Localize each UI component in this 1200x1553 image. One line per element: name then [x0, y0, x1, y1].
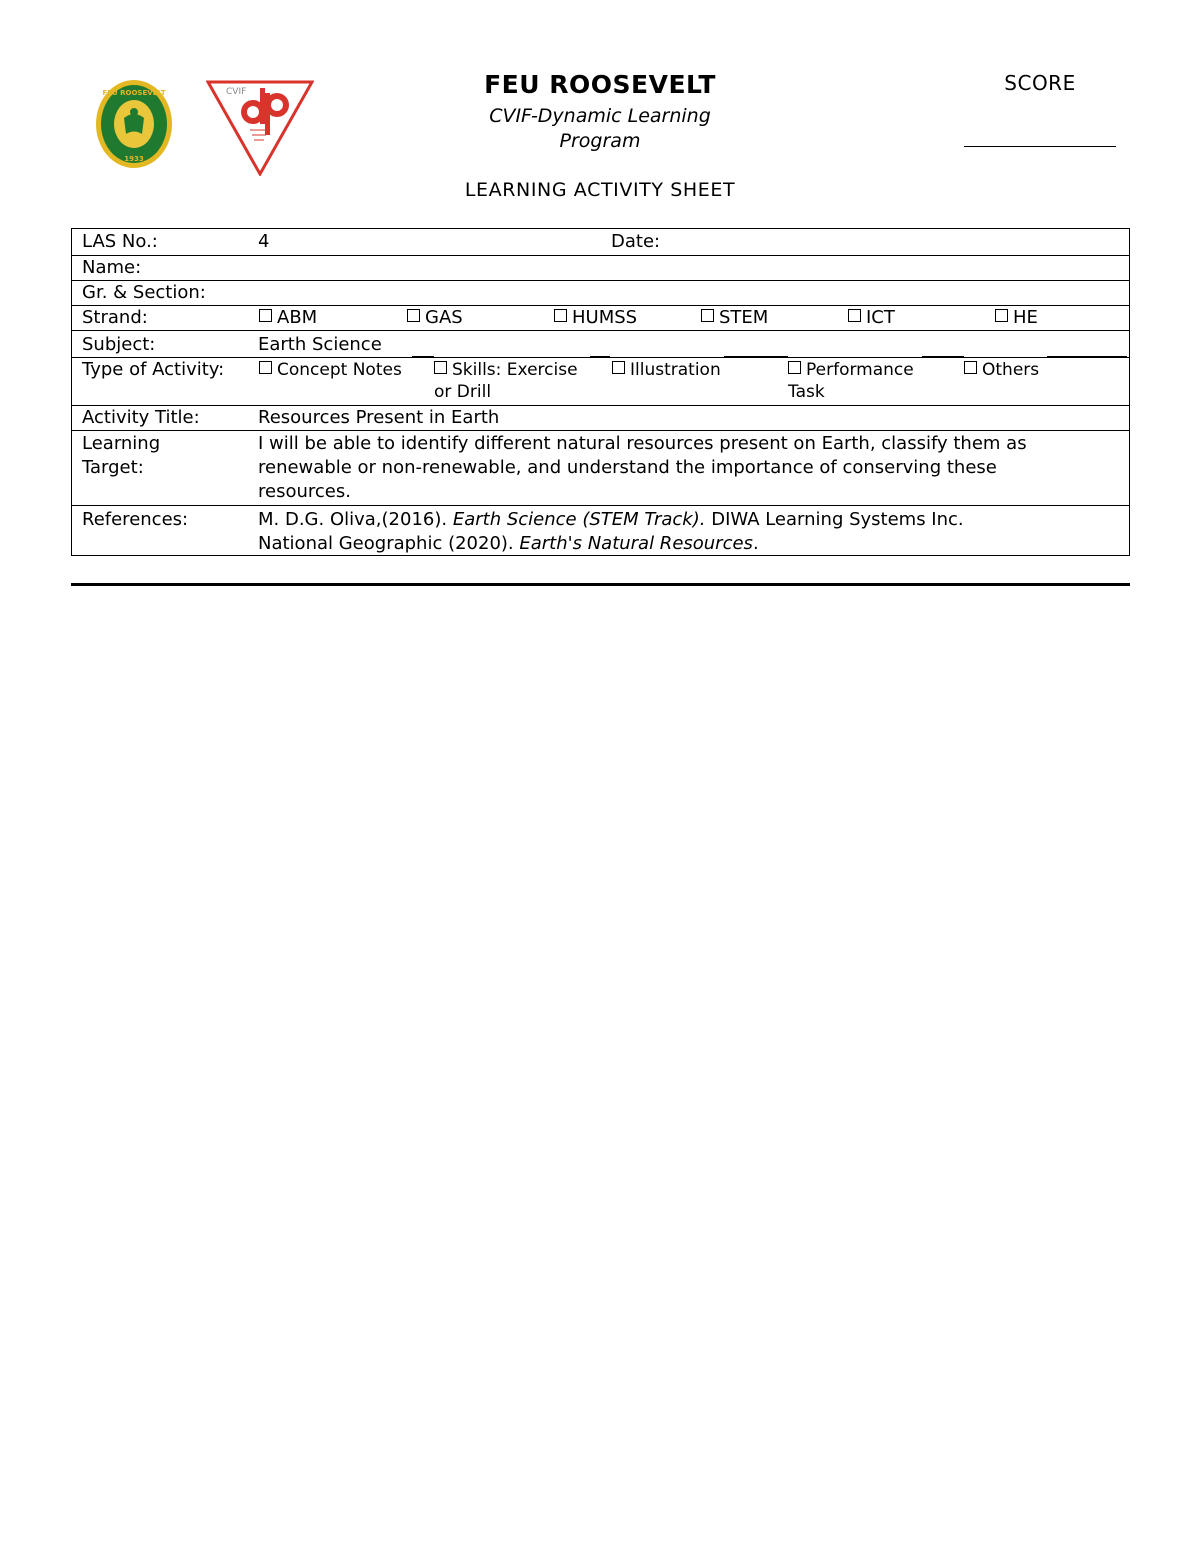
activity-performance-label-2: Task	[788, 382, 825, 402]
learning-target-label-1: Learning	[82, 433, 161, 454]
strand-ict-label: ICT	[866, 307, 895, 328]
seal-text: FEU ROOSEVELT	[102, 89, 166, 97]
strand-abm-option[interactable]	[259, 306, 317, 330]
learning-target-label-2: Target:	[82, 457, 144, 478]
checkbox-icon[interactable]	[554, 309, 567, 322]
row-references	[72, 505, 1129, 555]
score-label: SCORE	[1004, 71, 1076, 95]
score-blank-line[interactable]	[964, 146, 1116, 147]
program-line-2: Program	[559, 130, 641, 152]
program-line-1: CVIF-Dynamic Learning	[489, 105, 711, 127]
activity-title-value[interactable]: Resources Present in Earth	[258, 407, 500, 428]
strand-abm-label: ABM	[277, 307, 318, 328]
checkbox-icon[interactable]	[407, 309, 420, 322]
school-name: FEU ROOSEVELT	[484, 70, 716, 99]
learning-target-label	[82, 432, 252, 480]
feu-seal-logo	[94, 78, 174, 170]
las-info-table	[71, 228, 1130, 556]
learning-target-line-1: I will be able to identify different natural resources present on Earth, classify them as	[258, 433, 1027, 454]
row-las-no	[72, 229, 1129, 256]
checkbox-icon[interactable]	[259, 361, 272, 374]
ref-2-tail: .	[752, 533, 759, 554]
learning-target-text	[258, 432, 1119, 504]
las-no-value[interactable]: 4	[258, 231, 270, 252]
section-field[interactable]	[258, 281, 1118, 303]
activity-title-label: Activity Title:	[82, 407, 200, 428]
dlp-logo	[206, 80, 314, 176]
checkbox-icon[interactable]	[259, 309, 272, 322]
activity-skills-label-1: Skills: Exercise	[452, 360, 578, 380]
ref-2-author: National Geographic (2020).	[258, 533, 520, 554]
dlp-small-text: CVIF	[226, 87, 247, 97]
strand-he-label: HE	[1013, 307, 1038, 328]
strand-he-option[interactable]	[995, 306, 1038, 330]
learning-target-line-3: resources.	[258, 481, 351, 502]
activity-concept-notes-option[interactable]	[259, 359, 402, 381]
las-no-label: LAS No.:	[82, 231, 158, 252]
activity-illustration-label: Illustration	[630, 360, 721, 380]
ref-2-title: Earth's Natural Resources	[519, 533, 753, 554]
strand-humss-option[interactable]	[554, 306, 637, 330]
seal-year: 1933	[124, 155, 144, 163]
activity-others-label: Others	[982, 360, 1040, 380]
ref-1-author: M. D.G. Oliva,(2016).	[258, 509, 453, 530]
row-strand	[72, 305, 1129, 331]
checkbox-icon[interactable]	[612, 361, 625, 374]
subject-label: Subject:	[82, 334, 156, 355]
activity-skills-label-2: or Drill	[434, 382, 492, 402]
activity-illustration-option[interactable]	[612, 359, 721, 381]
checkbox-icon[interactable]	[788, 361, 801, 374]
activity-performance-label-1: Performance	[806, 360, 914, 380]
section-label: Gr. & Section:	[82, 282, 206, 303]
activity-type-label: Type of Activity:	[82, 359, 225, 380]
learning-target-line-2: renewable or non-renewable, and understand the importance of conserving these	[258, 457, 997, 478]
activity-performance-task-option[interactable]	[788, 359, 914, 403]
ref-1-publisher: DIWA Learning Systems Inc.	[705, 509, 964, 530]
checkbox-icon[interactable]	[995, 309, 1008, 322]
checkbox-icon[interactable]	[434, 361, 447, 374]
row-section	[72, 280, 1129, 306]
date-field[interactable]	[672, 230, 1112, 252]
row-learning-target	[72, 430, 1129, 506]
row-name	[72, 255, 1129, 281]
name-label: Name:	[82, 257, 142, 278]
strand-label: Strand:	[82, 307, 148, 328]
strand-ict-option[interactable]	[848, 306, 895, 330]
name-field[interactable]	[258, 256, 1118, 278]
sheet-title: LEARNING ACTIVITY SHEET	[464, 179, 736, 201]
checkbox-icon[interactable]	[848, 309, 861, 322]
program-name	[400, 104, 800, 154]
activity-concept-notes-label: Concept Notes	[277, 360, 402, 380]
strand-humss-label: HUMSS	[572, 307, 638, 328]
bottom-divider	[71, 583, 1130, 586]
row-activity-title	[72, 405, 1129, 431]
activity-others-option[interactable]	[964, 359, 1039, 381]
strand-stem-label: STEM	[719, 307, 769, 328]
references-label: References:	[82, 509, 189, 530]
checkbox-icon[interactable]	[701, 309, 714, 322]
subject-value[interactable]: Earth Science	[258, 334, 382, 355]
row-activity-type	[72, 357, 1129, 406]
row-subject	[72, 330, 1129, 358]
checkbox-icon[interactable]	[964, 361, 977, 374]
strand-gas-label: GAS	[425, 307, 463, 328]
activity-skills-option[interactable]	[434, 359, 578, 403]
strand-gas-option[interactable]	[407, 306, 463, 330]
ref-1-title: Earth Science (STEM Track).	[452, 509, 706, 530]
date-label: Date:	[611, 231, 661, 252]
references-text	[258, 508, 1119, 556]
strand-stem-option[interactable]	[701, 306, 768, 330]
